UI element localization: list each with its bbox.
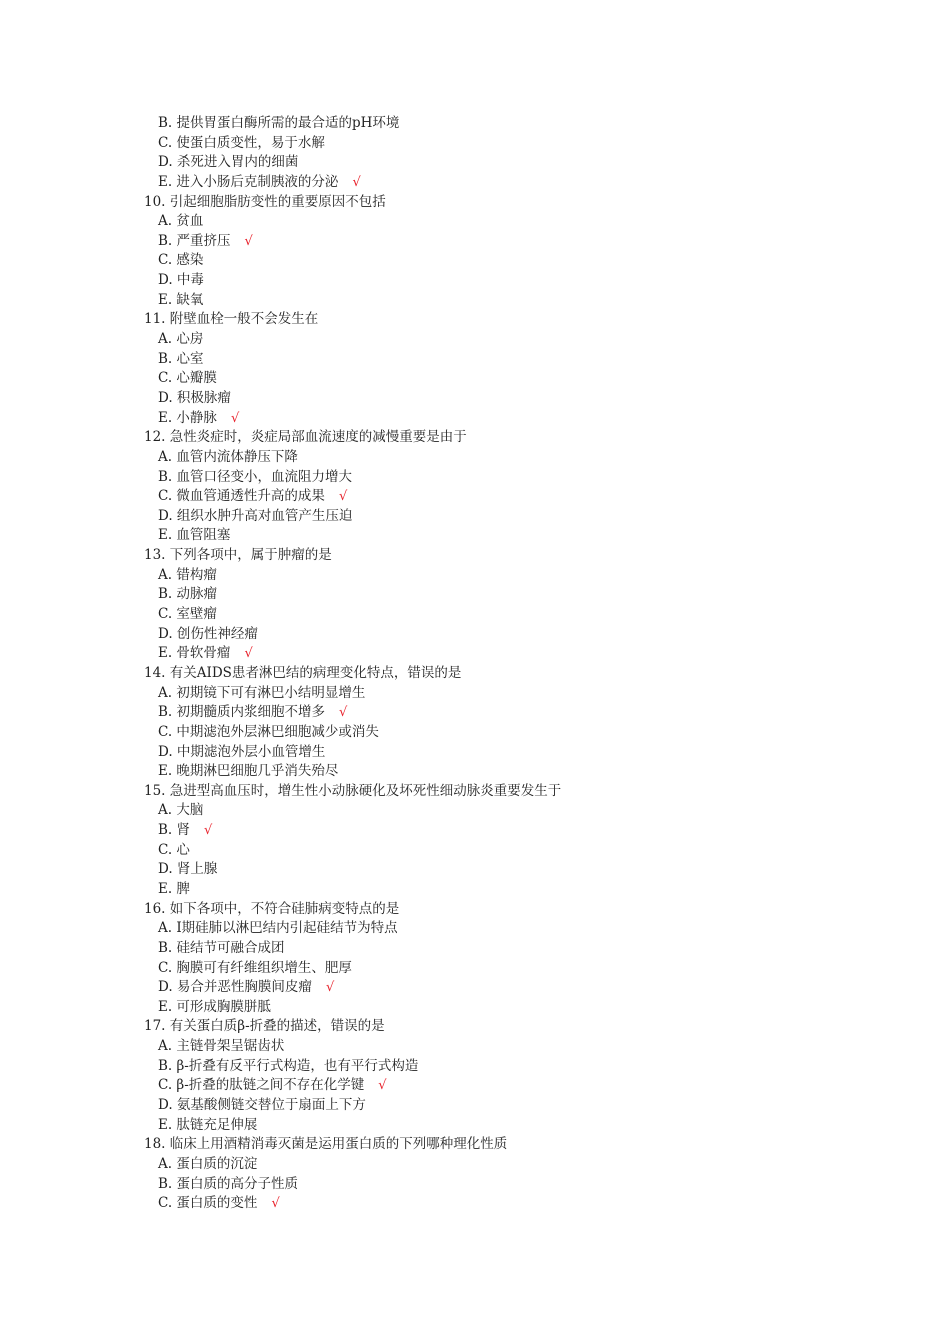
answer-option xyxy=(144,330,864,350)
question-stem xyxy=(144,664,864,684)
answer-option xyxy=(144,1076,864,1096)
answer-option xyxy=(144,526,864,546)
answer-option xyxy=(144,919,864,939)
question-text: 17. 有关蛋白质β-折叠的描述，错误的是 xyxy=(144,1018,385,1035)
option-text: B. 蛋白质的高分子性质 xyxy=(158,1175,299,1192)
option-text: C. 使蛋白质变性，易于水解 xyxy=(158,134,325,151)
option-text: B. β-折叠有反平行式构造，也有平行式构造 xyxy=(158,1057,419,1074)
question-text: 14. 有关AIDS患者淋巴结的病理变化特点，错误的是 xyxy=(144,664,462,681)
option-text: E. 缺氧 xyxy=(158,291,204,308)
answer-option xyxy=(144,1057,864,1077)
option-text: D. 易合并恶性胸膜间皮瘤 xyxy=(158,979,312,996)
answer-option xyxy=(144,153,864,173)
answer-option xyxy=(144,860,864,880)
option-text: C. 室壁瘤 xyxy=(158,606,217,623)
answer-option xyxy=(144,114,864,134)
answer-option xyxy=(144,978,864,998)
answer-option xyxy=(144,291,864,311)
option-text: A. 蛋白质的沉淀 xyxy=(158,1155,258,1172)
answer-option xyxy=(144,880,864,900)
option-text: C. 中期滤泡外层淋巴细胞减少或消失 xyxy=(158,723,379,740)
option-text: D. 中期滤泡外层小血管增生 xyxy=(158,743,326,760)
option-text: D. 杀死进入胃内的细菌 xyxy=(158,154,299,171)
answer-option xyxy=(144,448,864,468)
question-text: 12. 急性炎症时，炎症局部血流速度的减慢重要是由于 xyxy=(144,429,467,446)
answer-option xyxy=(144,369,864,389)
option-text: B. 动脉瘤 xyxy=(158,586,218,603)
option-text: A. 错构瘤 xyxy=(158,566,217,583)
answer-option xyxy=(144,251,864,271)
answer-option xyxy=(144,684,864,704)
correct-check-icon: √ xyxy=(378,1078,387,1094)
option-text: A. Ⅰ期硅肺以淋巴结内引起硅结节为特点 xyxy=(158,920,398,937)
option-text: E. 小静脉 xyxy=(158,409,217,426)
answer-option xyxy=(144,487,864,507)
question-list xyxy=(144,114,864,1214)
answer-option xyxy=(144,468,864,488)
option-text: C. 心 xyxy=(158,841,190,858)
answer-option xyxy=(144,271,864,291)
option-text: E. 肽链充足伸展 xyxy=(158,1116,258,1133)
option-text: B. 心室 xyxy=(158,350,204,367)
answer-option xyxy=(144,1194,864,1214)
option-text: E. 进入小肠后克制胰液的分泌 xyxy=(158,173,339,190)
option-text: C. 心瓣膜 xyxy=(158,370,217,387)
answer-option xyxy=(144,409,864,429)
option-text: D. 中毒 xyxy=(158,272,204,289)
correct-check-icon: √ xyxy=(230,410,240,426)
correct-check-icon: √ xyxy=(244,646,253,662)
question-stem xyxy=(144,193,864,213)
option-text: A. 血管内流体静压下降 xyxy=(158,448,298,465)
answer-option xyxy=(144,959,864,979)
answer-option xyxy=(144,762,864,782)
option-text: A. 贫血 xyxy=(158,213,204,230)
question-text: 11. 附壁血栓一般不会发生在 xyxy=(144,311,319,328)
option-text: A. 大脑 xyxy=(158,802,204,819)
correct-check-icon: √ xyxy=(271,1196,280,1212)
option-text: C. β-折叠的肽链之间不存在化学键 xyxy=(158,1077,365,1094)
answer-option xyxy=(144,939,864,959)
option-text: A. 心房 xyxy=(158,331,204,348)
answer-option xyxy=(144,723,864,743)
question-text: 16. 如下各项中，不符合硅肺病变特点的是 xyxy=(144,900,400,917)
answer-option xyxy=(144,605,864,625)
answer-option xyxy=(144,566,864,586)
option-text: E. 可形成胸膜胼胝 xyxy=(158,998,271,1015)
answer-option xyxy=(144,134,864,154)
answer-option xyxy=(144,644,864,664)
option-text: A. 主链骨架呈锯齿状 xyxy=(158,1038,285,1055)
option-text: C. 胸膜可有纤维组织增生、肥厚 xyxy=(158,959,352,976)
option-text: E. 脾 xyxy=(158,880,190,897)
answer-option xyxy=(144,1037,864,1057)
correct-check-icon: √ xyxy=(339,705,348,721)
answer-option xyxy=(144,389,864,409)
correct-check-icon: √ xyxy=(338,489,348,505)
option-text: B. 肾 xyxy=(158,822,191,839)
option-text: B. 硅结节可融合成团 xyxy=(158,939,285,956)
option-text: D. 组织水肿升高对血管产生压迫 xyxy=(158,507,353,524)
question-stem xyxy=(144,900,864,920)
answer-option xyxy=(144,1175,864,1195)
answer-option xyxy=(144,998,864,1018)
option-text: C. 微血管通透性升高的成果 xyxy=(158,488,325,505)
question-text: 10. 引起细胞脂肪变性的重要原因不包括 xyxy=(144,193,386,210)
answer-option xyxy=(144,1096,864,1116)
answer-option xyxy=(144,1116,864,1136)
question-stem xyxy=(144,546,864,566)
correct-check-icon: √ xyxy=(352,174,361,190)
answer-option xyxy=(144,507,864,527)
answer-option xyxy=(144,350,864,370)
answer-option xyxy=(144,625,864,645)
option-text: E. 血管阻塞 xyxy=(158,527,231,544)
question-stem xyxy=(144,782,864,802)
answer-option xyxy=(144,1155,864,1175)
question-text: 15. 急进型高血压时，增生性小动脉硬化及坏死性细动脉炎重要发生于 xyxy=(144,782,562,799)
answer-option xyxy=(144,743,864,763)
answer-option xyxy=(144,173,864,193)
answer-option xyxy=(144,232,864,252)
answer-option xyxy=(144,212,864,232)
correct-check-icon: √ xyxy=(244,233,253,249)
option-text: A. 初期镜下可有淋巴小结明显增生 xyxy=(158,684,366,701)
option-text: D. 肾上腺 xyxy=(158,861,218,878)
option-text: B. 初期髓质内浆细胞不增多 xyxy=(158,704,326,721)
option-text: C. 感染 xyxy=(158,252,204,269)
answer-option xyxy=(144,841,864,861)
answer-option xyxy=(144,801,864,821)
correct-check-icon: √ xyxy=(204,823,213,839)
option-text: E. 晚期淋巴细胞几乎消失殆尽 xyxy=(158,763,339,780)
question-stem xyxy=(144,1135,864,1155)
question-text: 13. 下列各项中，属于肿瘤的是 xyxy=(144,547,332,564)
answer-option xyxy=(144,703,864,723)
option-text: B. 血管口径变小，血流阻力增大 xyxy=(158,468,353,485)
option-text: C. 蛋白质的变性 xyxy=(158,1195,258,1212)
correct-check-icon: √ xyxy=(325,980,335,996)
question-stem xyxy=(144,428,864,448)
option-text: E. 骨软骨瘤 xyxy=(158,645,231,662)
option-text: D. 创伤性神经瘤 xyxy=(158,625,258,642)
question-text: 18. 临床上用酒精消毒灭菌是运用蛋白质的下列哪种理化性质 xyxy=(144,1136,508,1153)
option-text: D. 积极脉瘤 xyxy=(158,389,231,406)
option-text: B. 严重挤压 xyxy=(158,232,231,249)
question-stem xyxy=(144,310,864,330)
answer-option xyxy=(144,821,864,841)
answer-option xyxy=(144,585,864,605)
option-text: B. 提供胃蛋白酶所需的最合适的pH环境 xyxy=(158,115,400,131)
question-stem xyxy=(144,1017,864,1037)
option-text: D. 氨基酸侧链交替位于扇面上下方 xyxy=(158,1097,366,1114)
